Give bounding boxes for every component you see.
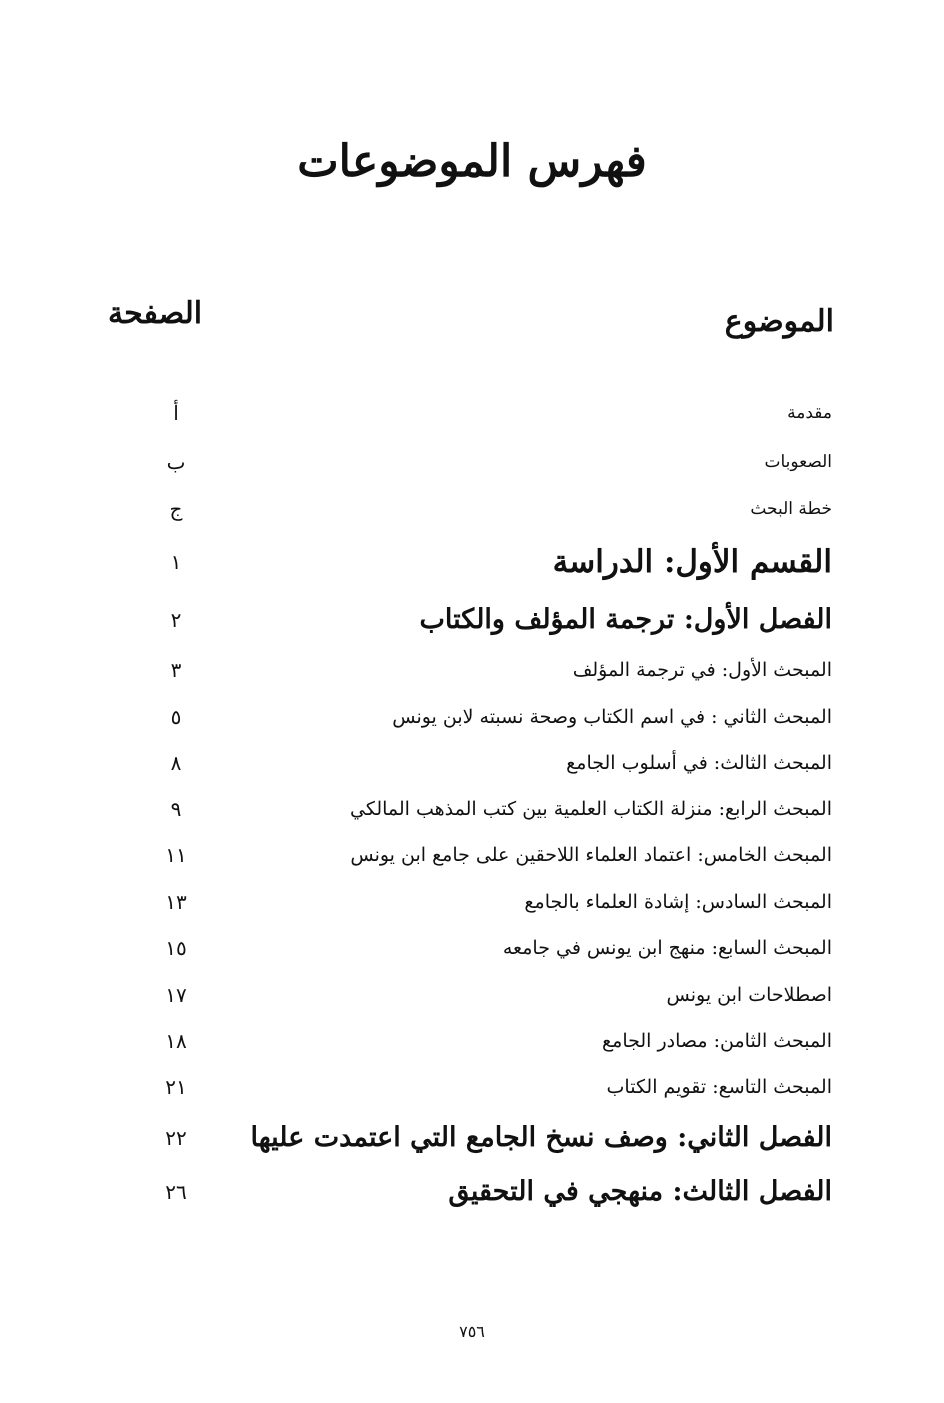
toc-entry-difficulties[interactable] <box>150 447 832 477</box>
toc-entry-section-4[interactable] <box>150 794 832 824</box>
toc-entry-page: ب <box>166 450 186 474</box>
toc-entry-part-one[interactable] <box>150 540 832 584</box>
toc-entry-title: المبحث الثاني : في اسم الكتاب وصحة نسبته لابن يونس <box>392 706 832 728</box>
toc-entry-title: اصطلاحات ابن يونس <box>666 984 832 1006</box>
toc-entry-title: المبحث الثالث: في أسلوب الجامع <box>566 752 832 774</box>
page-number: ٧٥٦ <box>459 1322 485 1341</box>
toc-entry-section-9[interactable] <box>150 1072 832 1102</box>
toc-entry-page: ١١ <box>165 843 187 867</box>
toc-entry-page: ٣ <box>170 658 182 682</box>
toc-entry-chapter-two[interactable] <box>150 1118 832 1158</box>
toc-entry-page: ٢١ <box>165 1075 187 1099</box>
toc-entry-chapter-three[interactable] <box>150 1172 832 1212</box>
toc-entry-title: الفصل الثالث: منهجي في التحقيق <box>448 1176 832 1207</box>
toc-entry-title: المبحث الثامن: مصادر الجامع <box>602 1030 832 1052</box>
toc-entry-title: خطة البحث <box>750 499 832 519</box>
toc-entry-title: الفصل الأول: ترجمة المؤلف والكتاب <box>419 604 832 635</box>
toc-entry-title: القسم الأول: الدراسة <box>552 544 832 580</box>
toc-entry-page: ١٥ <box>165 936 187 960</box>
toc-entry-terminology[interactable] <box>150 980 832 1010</box>
toc-entry-title: المبحث السابع: منهج ابن يونس في جامعه <box>502 937 832 959</box>
toc-entry-page: ٥ <box>170 705 182 729</box>
toc-entry-page: ١٣ <box>165 890 187 914</box>
toc-entry-page: ١ <box>170 550 182 574</box>
toc-entry-page: ١٧ <box>165 983 187 1007</box>
toc-entry-research-plan[interactable] <box>150 494 832 524</box>
toc-entry-title: المبحث الأول: في ترجمة المؤلف <box>572 659 832 681</box>
toc-entry-page: ٨ <box>170 751 182 775</box>
toc-entry-title: مقدمة <box>787 403 832 423</box>
toc-entry-section-8[interactable] <box>150 1026 832 1056</box>
toc-entry-section-5[interactable] <box>150 840 832 870</box>
toc-entry-introduction[interactable] <box>150 398 832 428</box>
toc-entry-page: أ <box>173 401 179 425</box>
topic-column-header: الموضوع <box>724 304 834 339</box>
toc-entry-page: ٩ <box>170 797 182 821</box>
toc-entry-title: المبحث التاسع: تقويم الكتاب <box>606 1076 832 1098</box>
toc-entry-section-2[interactable] <box>150 702 832 732</box>
toc-entry-page: ٢٢ <box>165 1126 187 1150</box>
toc-entry-title: المبحث الخامس: اعتماد العلماء اللاحقين على جامع ابن يونس <box>350 844 832 866</box>
toc-entry-title: الصعوبات <box>764 452 832 472</box>
toc-entry-section-3[interactable] <box>150 748 832 778</box>
page-title: فهرس الموضوعات <box>297 136 647 187</box>
toc-entry-title: الفصل الثاني: وصف نسخ الجامع التي اعتمدت عليها <box>250 1122 832 1153</box>
toc-entry-section-6[interactable] <box>150 887 832 917</box>
toc-entry-page: ج <box>169 497 183 521</box>
toc-entry-chapter-one[interactable] <box>150 600 832 640</box>
page-column-header: الصفحة <box>108 296 203 331</box>
toc-entry-page: ٢ <box>170 608 182 632</box>
toc-entry-title: المبحث الرابع: منزلة الكتاب العلمية بين كتب المذهب المالكي <box>349 798 832 820</box>
toc-entry-title: المبحث السادس: إشادة العلماء بالجامع <box>524 891 832 913</box>
toc-entry-section-7[interactable] <box>150 933 832 963</box>
toc-entry-section-1[interactable] <box>150 655 832 685</box>
toc-entry-page: ١٨ <box>165 1029 187 1053</box>
toc-entry-page: ٢٦ <box>165 1180 187 1204</box>
